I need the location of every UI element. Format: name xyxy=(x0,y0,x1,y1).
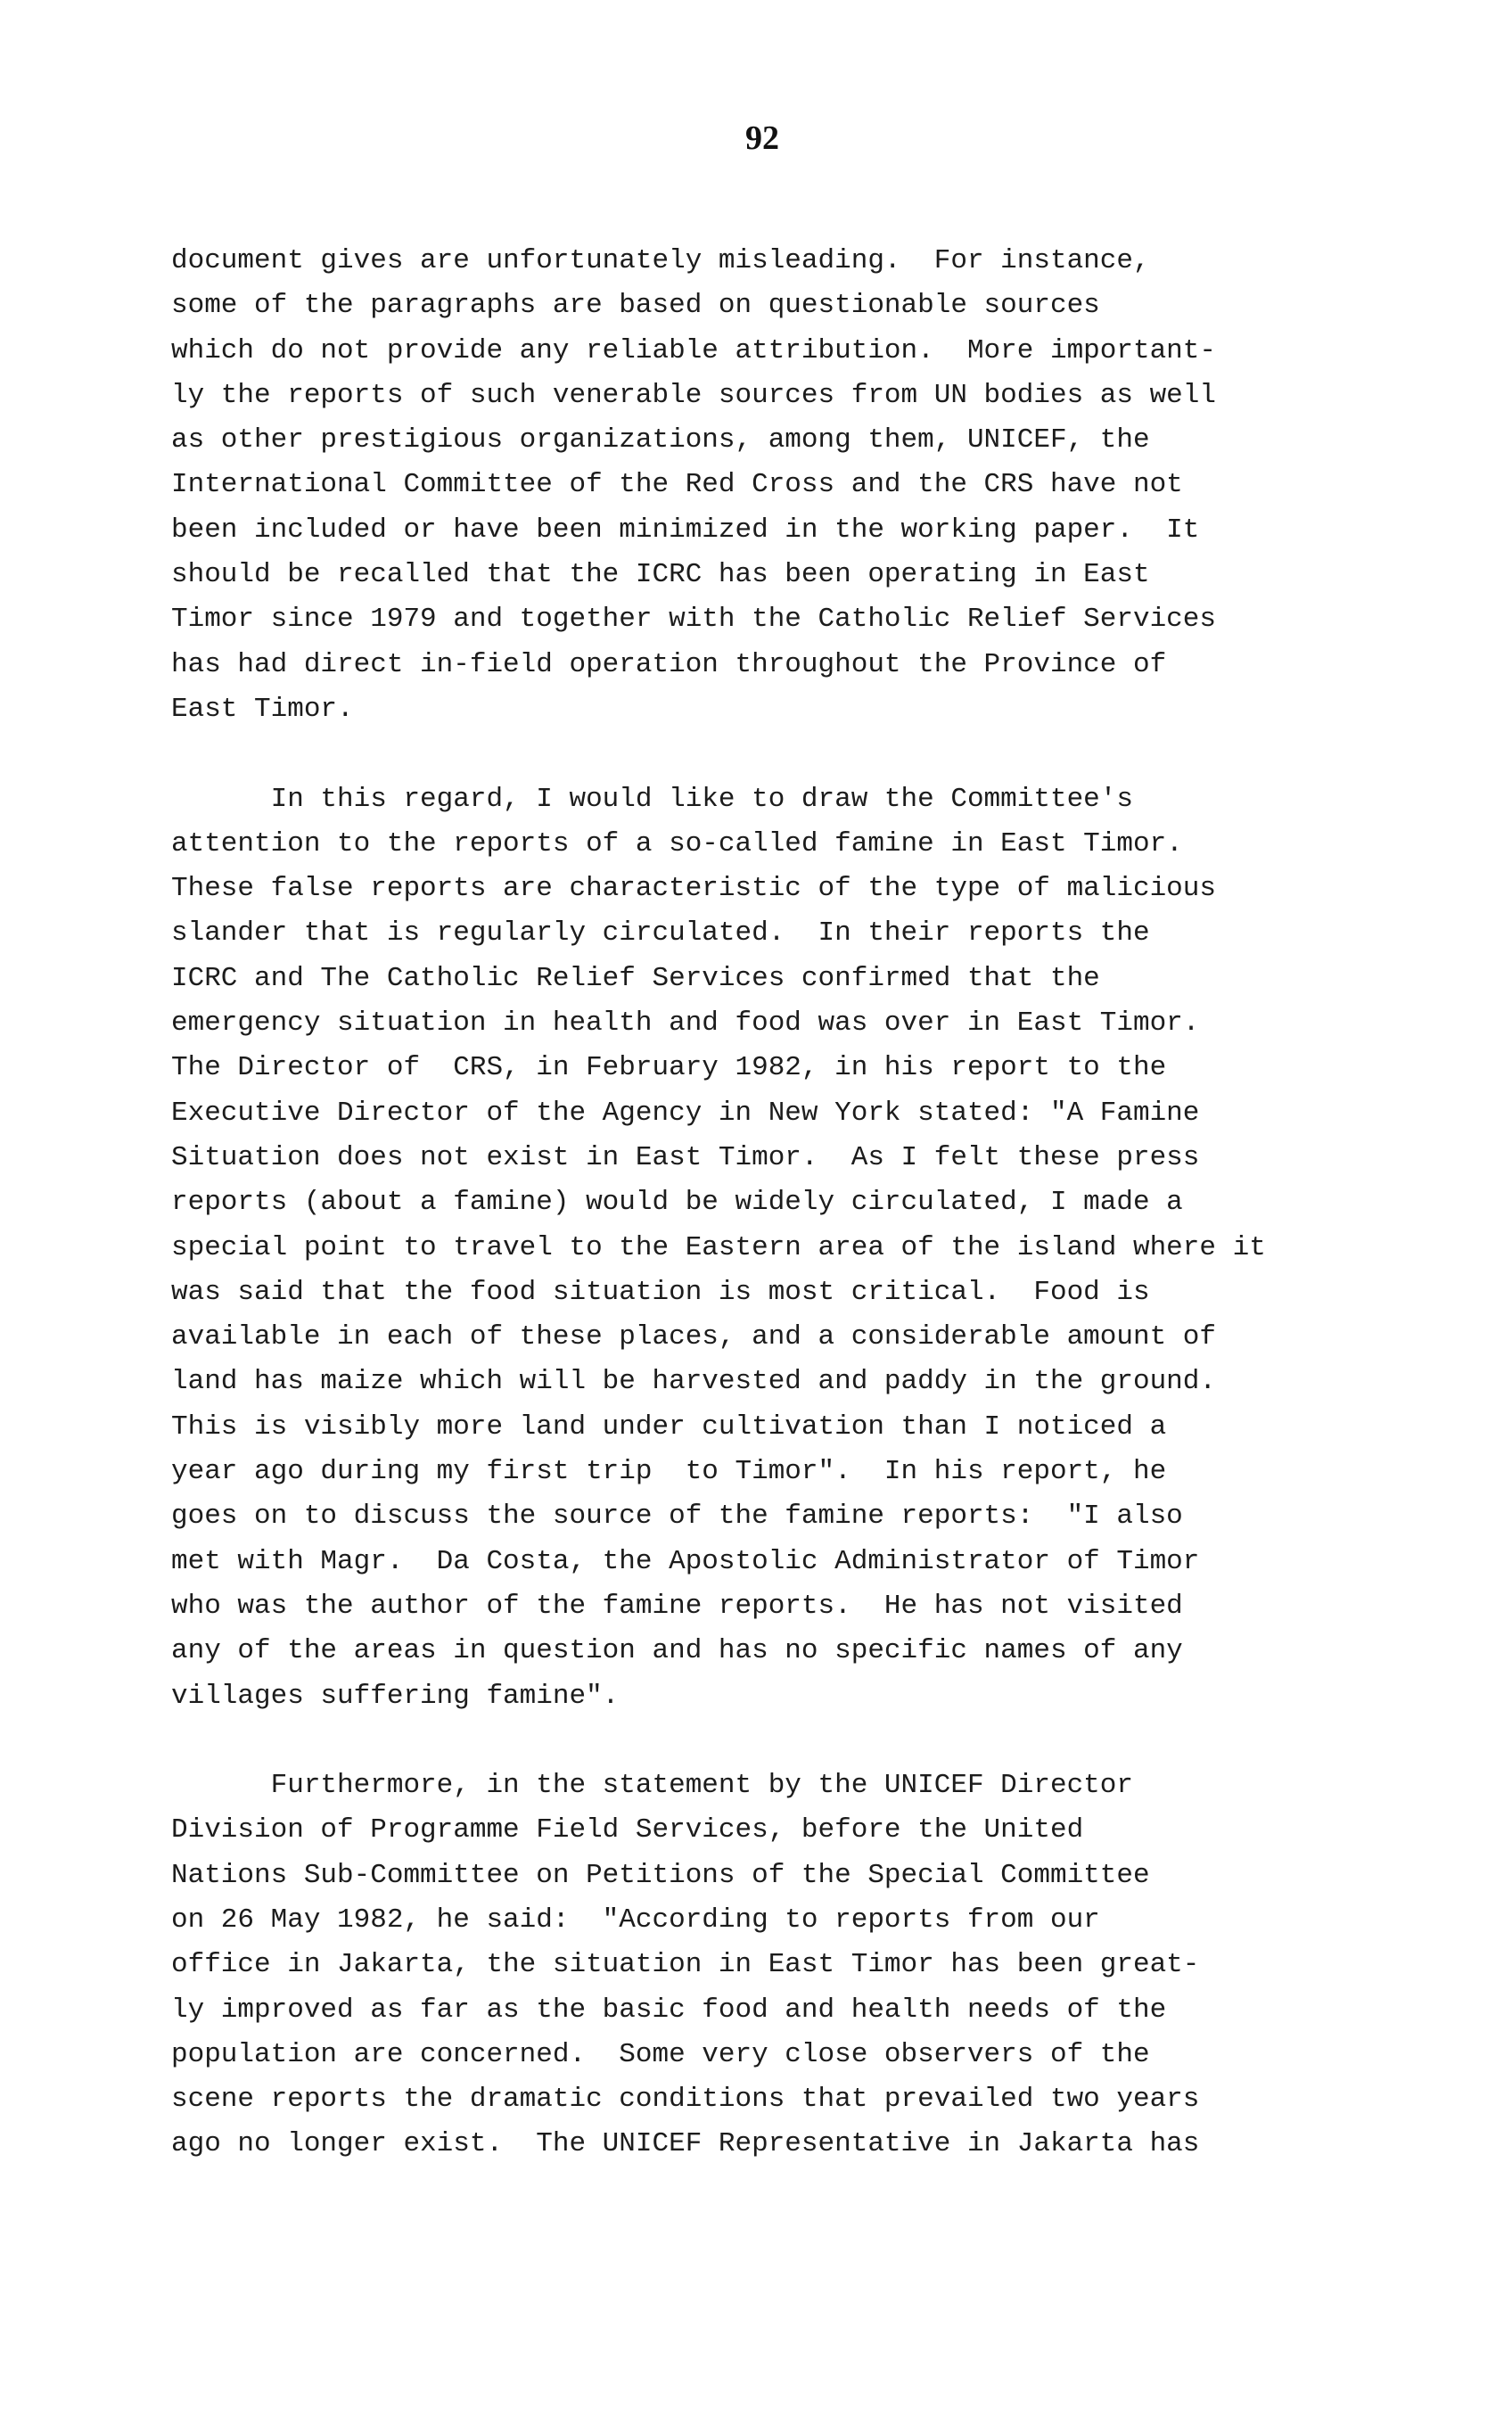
text-line: reports (about a famine) would be widely circulated, I made a xyxy=(171,1187,1183,1219)
text-line: ly improved as far as the basic food and health needs of the xyxy=(171,1994,1167,2026)
paragraph-1 xyxy=(171,239,1321,732)
text-line: some of the paragraphs are based on questionable sources xyxy=(171,290,1100,322)
text-line: as other prestigious organizations, among them, UNICEF, the xyxy=(171,424,1150,456)
text-line: population are concerned. Some very close observers of the xyxy=(171,2038,1150,2070)
text-line: Timor since 1979 and together with the Catholic Relief Services xyxy=(171,604,1216,636)
text-line: attention to the reports of a so-called famine in East Timor. xyxy=(171,827,1183,859)
text-line: These false reports are characteristic of the type of malicious xyxy=(171,873,1216,905)
text-line: year ago during my first trip to Timor". In his report, he xyxy=(171,1456,1167,1488)
text-line: scene reports the dramatic conditions that prevailed two years xyxy=(171,2084,1200,2116)
text-line: available in each of these places, and a considerable amount of xyxy=(171,1321,1216,1353)
text-line: has had direct in-field operation throughout the Province of xyxy=(171,648,1167,680)
text-line: who was the author of the famine reports. He has not visited xyxy=(171,1590,1183,1622)
text-line: any of the areas in question and has no specific names of any xyxy=(171,1635,1183,1667)
text-line: This is visibly more land under cultivation than I noticed a xyxy=(171,1410,1167,1443)
text-line: East Timor. xyxy=(171,693,354,725)
body-text xyxy=(171,239,1321,2167)
paragraph-2 xyxy=(171,777,1321,1719)
text-line: was said that the food situation is most critical. Food is xyxy=(171,1276,1150,1308)
text-line: Executive Director of the Agency in New York stated: "A Famine xyxy=(171,1097,1200,1129)
text-line: emergency situation in health and food was over in East Timor. xyxy=(171,1007,1200,1040)
text-line: should be recalled that the ICRC has been operating in East xyxy=(171,559,1150,591)
text-line: ly the reports of such venerable sources from UN bodies as well xyxy=(171,379,1216,411)
text-line: office in Jakarta, the situation in East Timor has been great- xyxy=(171,1949,1200,1981)
text-line: special point to travel to the Eastern area of the island where it xyxy=(171,1231,1266,1263)
text-line: Division of Programme Field Services, before the United xyxy=(171,1814,1084,1846)
text-line: land has maize which will be harvested and paddy in the ground. xyxy=(171,1366,1216,1398)
text-line: Nations Sub-Committee on Petitions of the Special Committee xyxy=(171,1859,1150,1891)
text-line: ago no longer exist. The UNICEF Representative in Jakarta has xyxy=(171,2128,1200,2160)
text-line: met with Magr. Da Costa, the Apostolic Administrator of Timor xyxy=(171,1545,1200,1577)
text-line: which do not provide any reliable attribution. More important- xyxy=(171,334,1216,366)
text-line: In this regard, I would like to draw the Committee's xyxy=(171,783,1133,815)
text-line: goes on to discuss the source of the famine reports: "I also xyxy=(171,1501,1183,1533)
text-line: ICRC and The Catholic Relief Services confirmed that the xyxy=(171,962,1100,994)
page-number: 92 xyxy=(745,119,779,157)
paragraph-3 xyxy=(171,1764,1321,2167)
text-line: document gives are unfortunately misleading. For instance, xyxy=(171,245,1150,276)
text-line: Situation does not exist in East Timor. As I felt these press xyxy=(171,1141,1200,1173)
text-line: Furthermore, in the statement by the UNICEF Director xyxy=(171,1770,1133,1802)
text-line: been included or have been minimized in the working paper. It xyxy=(171,514,1200,546)
text-line: slander that is regularly circulated. In their reports the xyxy=(171,917,1150,950)
text-line: villages suffering famine". xyxy=(171,1680,620,1712)
text-line: on 26 May 1982, he said: "According to reports from our xyxy=(171,1904,1100,1936)
text-line: International Committee of the Red Cross and the CRS have not xyxy=(171,469,1183,501)
text-line: The Director of CRS, in February 1982, in his report to the xyxy=(171,1052,1167,1084)
